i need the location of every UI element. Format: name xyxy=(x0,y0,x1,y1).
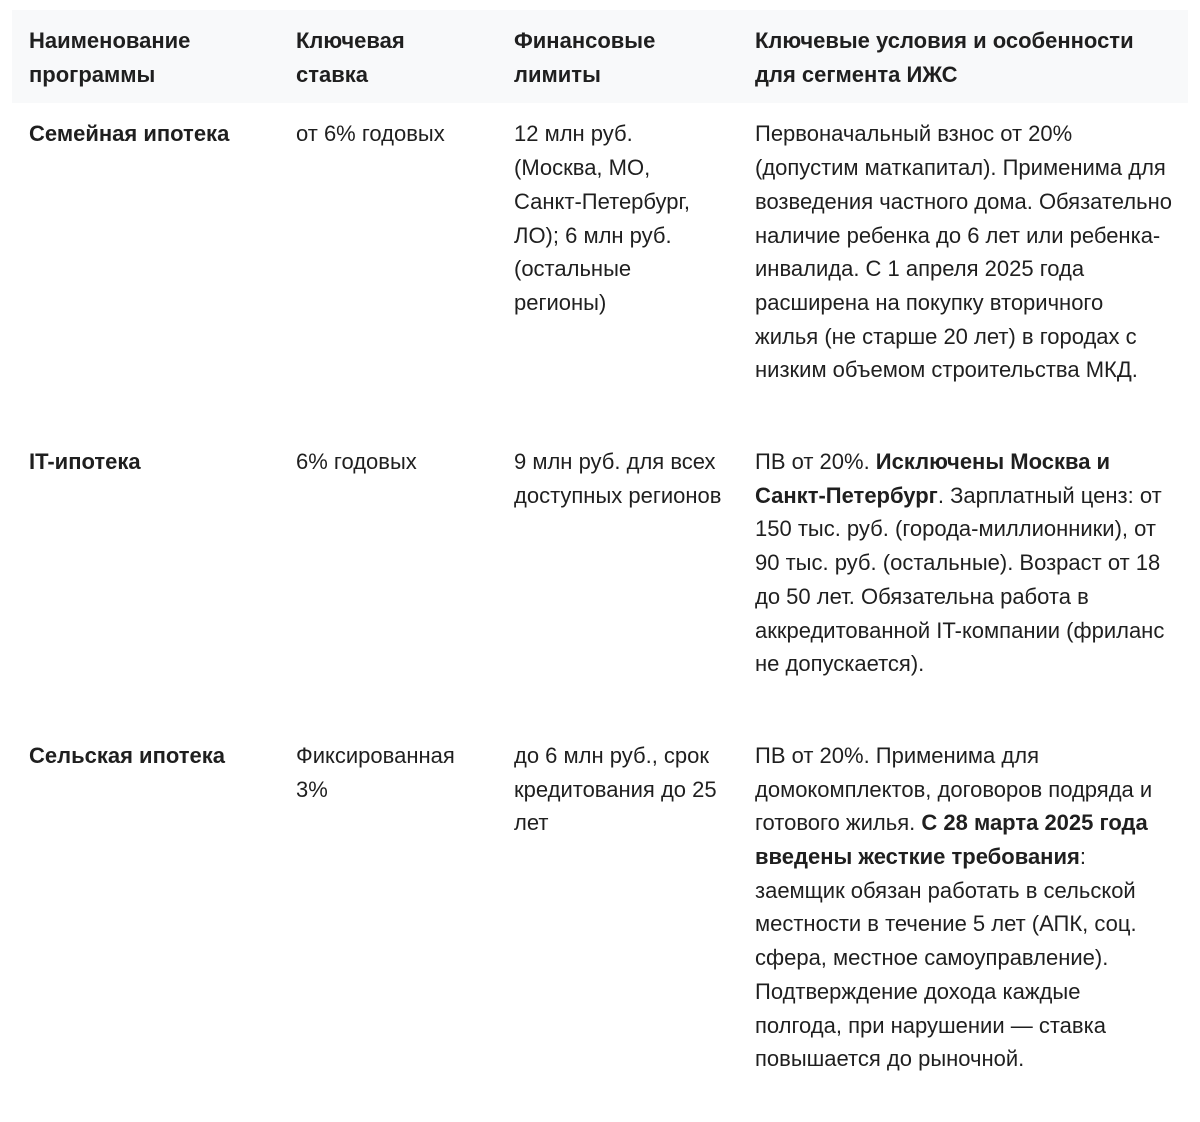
program-name: Семейная ипотека xyxy=(29,121,230,147)
header-financial-limits: Финансовые лимиты xyxy=(514,28,656,87)
table-row xyxy=(12,103,1188,431)
program-rate: 6% годовых xyxy=(296,449,417,475)
program-limits: 12 млн руб. (Москва, МО, Санкт-Петербург, ЛО); 6 млн руб. (остальные регионы) xyxy=(514,121,690,315)
table-body xyxy=(12,103,1188,1082)
table-row xyxy=(12,725,1188,1082)
program-conditions xyxy=(738,103,1188,431)
program-rate: Фиксированная 3% xyxy=(296,742,455,802)
header-key-rate: Ключевая ставка xyxy=(296,28,405,87)
program-limits: 9 млн руб. для всех доступных регионов xyxy=(514,449,722,508)
table-row xyxy=(12,431,1188,725)
conditions-text: ПВ от 20%. xyxy=(755,449,876,475)
conditions-emphasis: С 28 марта 2025 года введены жесткие требования xyxy=(755,810,1148,870)
header-row xyxy=(12,10,1188,103)
mortgage-programs-table-container xyxy=(12,10,1188,1110)
header-key-conditions: Ключевые условия и особенности для сегмента ИЖС xyxy=(755,28,1134,87)
header-program-name: Наименование программы xyxy=(29,28,191,87)
mortgage-programs-table xyxy=(12,10,1188,1082)
program-conditions xyxy=(738,725,1188,1082)
conditions-text: : заемщик обязан работать в сельской местности в течение 5 лет (АПК, соц. сфера, местное самоуправление). Подтверждение дохода каждые полгода, при нарушении — ставка повышается до рыночной. xyxy=(755,844,1137,1072)
table-header xyxy=(12,10,1188,103)
program-name: IT-ипотека xyxy=(29,449,141,475)
conditions-emphasis: Исключены Москва и Санкт-Петербург xyxy=(755,449,1111,508)
conditions-text: . Зарплатный ценз: от 150 тыс. руб. (города-миллионники), от 90 тыс. руб. (остальные). Возраст от 18 до 50 лет. Обязательна работа в аккредитованной IT-компании (фриланс не допускается). xyxy=(755,482,1165,677)
program-conditions xyxy=(738,431,1188,725)
program-rate: от 6% годовых xyxy=(296,121,445,147)
conditions-text: Первоначальный взнос от 20% (допустим маткапитал). Применима для возведения частного дома. Обязательно наличие ребенка до 6 лет или ребенка-инвалида. С 1 апреля 2025 года расширена на покупку вторичного жилья (не старше 20 лет) в городах с низким объемом строительства МКД. xyxy=(755,121,1172,383)
conditions-text: ПВ от 20%. Применима для домокомплектов, договоров подряда и готового жилья. xyxy=(755,742,1153,836)
program-name: Сельская ипотека xyxy=(29,742,226,768)
program-limits: до 6 млн руб., срок кредитования до 25 лет xyxy=(514,742,717,836)
